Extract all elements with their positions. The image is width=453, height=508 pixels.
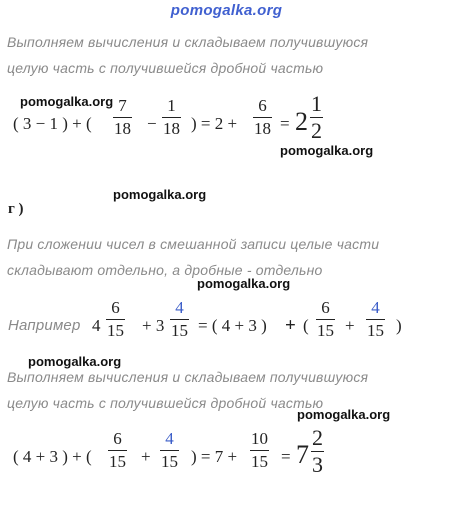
denominator: 18 [114, 119, 131, 138]
equals-sign: = [281, 447, 291, 466]
denominator: 18 [163, 119, 180, 138]
fraction-bar [170, 319, 189, 320]
result-fraction-1-2 [310, 92, 323, 143]
note-line-2: целую часть с получившейся дробной частью [7, 60, 324, 76]
fraction-bar [316, 319, 335, 320]
numerator: 6 [321, 298, 330, 317]
fraction-bar [366, 319, 385, 320]
fraction-6-15 [106, 298, 125, 341]
fraction-bar [162, 117, 181, 118]
numerator: 7 [118, 96, 127, 115]
numerator: 6 [113, 429, 122, 448]
numerator: 2 [312, 425, 323, 450]
fraction-6-15 [316, 298, 335, 341]
fraction-4-15 [160, 429, 179, 472]
fraction-4-15 [366, 298, 385, 341]
note-line-2: целую часть с получившейся дробной частью [7, 395, 324, 411]
minus-sign: − [147, 114, 157, 133]
fraction-1-18 [162, 96, 181, 139]
open-paren: ( [303, 316, 309, 335]
fraction-bar [106, 319, 125, 320]
numerator: 1 [311, 91, 322, 116]
denominator: 15 [161, 452, 178, 471]
watermark: pomogalka.org [20, 94, 114, 109]
fraction-bar [108, 450, 127, 451]
mixed-whole-4: 4 [92, 316, 101, 335]
denominator: 15 [171, 321, 188, 340]
section-label: г ) [8, 201, 24, 217]
note-line-1: Выполняем вычисления и складываем получившуюся [7, 34, 369, 50]
denominator: 15 [109, 452, 126, 471]
result-whole: 7 [296, 440, 309, 469]
expr-mid: ) = 2 + [191, 114, 238, 133]
expr-group-1: ( 4 + 3 ) + ( [13, 447, 92, 466]
watermark: pomogalka.org [113, 187, 207, 202]
plus-sign: + [345, 316, 355, 335]
expr-group-1: ( 3 − 1 ) + ( [13, 114, 92, 133]
watermark: pomogalka.org [28, 354, 122, 369]
numerator: 4 [371, 298, 380, 317]
fraction-4-15 [170, 298, 189, 341]
numerator: 6 [111, 298, 120, 317]
fraction-7-18 [113, 96, 132, 139]
note-line-1: Выполняем вычисления и складываем получившуюся [7, 369, 369, 385]
denominator: 2 [311, 118, 322, 143]
denominator: 15 [107, 321, 124, 340]
plus-3: + 3 [142, 316, 165, 335]
denominator: 15 [251, 452, 268, 471]
denominator: 3 [312, 452, 323, 477]
example-mid: = ( 4 + 3 ) [198, 316, 267, 335]
plus-sign: + [285, 315, 296, 336]
numerator: 4 [175, 298, 184, 317]
result-fraction-2-3 [311, 426, 324, 477]
watermark: pomogalka.org [197, 276, 291, 291]
watermark: pomogalka.org [297, 407, 391, 422]
numerator: 6 [258, 96, 267, 115]
note-line-1: При сложении чисел в смешанной записи целые части [7, 236, 380, 252]
equals-sign: = [280, 114, 290, 133]
watermark: pomogalka.org [280, 143, 374, 158]
numerator: 4 [165, 429, 174, 448]
fraction-6-18 [253, 96, 272, 139]
site-header[interactable]: pomogalka.org [170, 2, 283, 19]
fraction-bar [160, 450, 179, 451]
denominator: 18 [254, 119, 271, 138]
result-whole: 2 [295, 107, 308, 136]
note-line-2: складывают отдельно, а дробные - отдельно [7, 262, 323, 278]
expr-mid: ) = 7 + [191, 447, 238, 466]
denominator: 15 [367, 321, 384, 340]
fraction-10-15 [250, 429, 269, 472]
numerator: 10 [251, 429, 268, 448]
fraction-bar [253, 117, 272, 118]
close-paren: ) [396, 316, 402, 335]
denominator: 15 [317, 321, 334, 340]
fraction-bar [250, 450, 269, 451]
fraction-bar [113, 117, 132, 118]
example-label: Например [8, 317, 81, 334]
plus-sign: + [141, 447, 151, 466]
numerator: 1 [167, 96, 176, 115]
fraction-6-15 [108, 429, 127, 472]
